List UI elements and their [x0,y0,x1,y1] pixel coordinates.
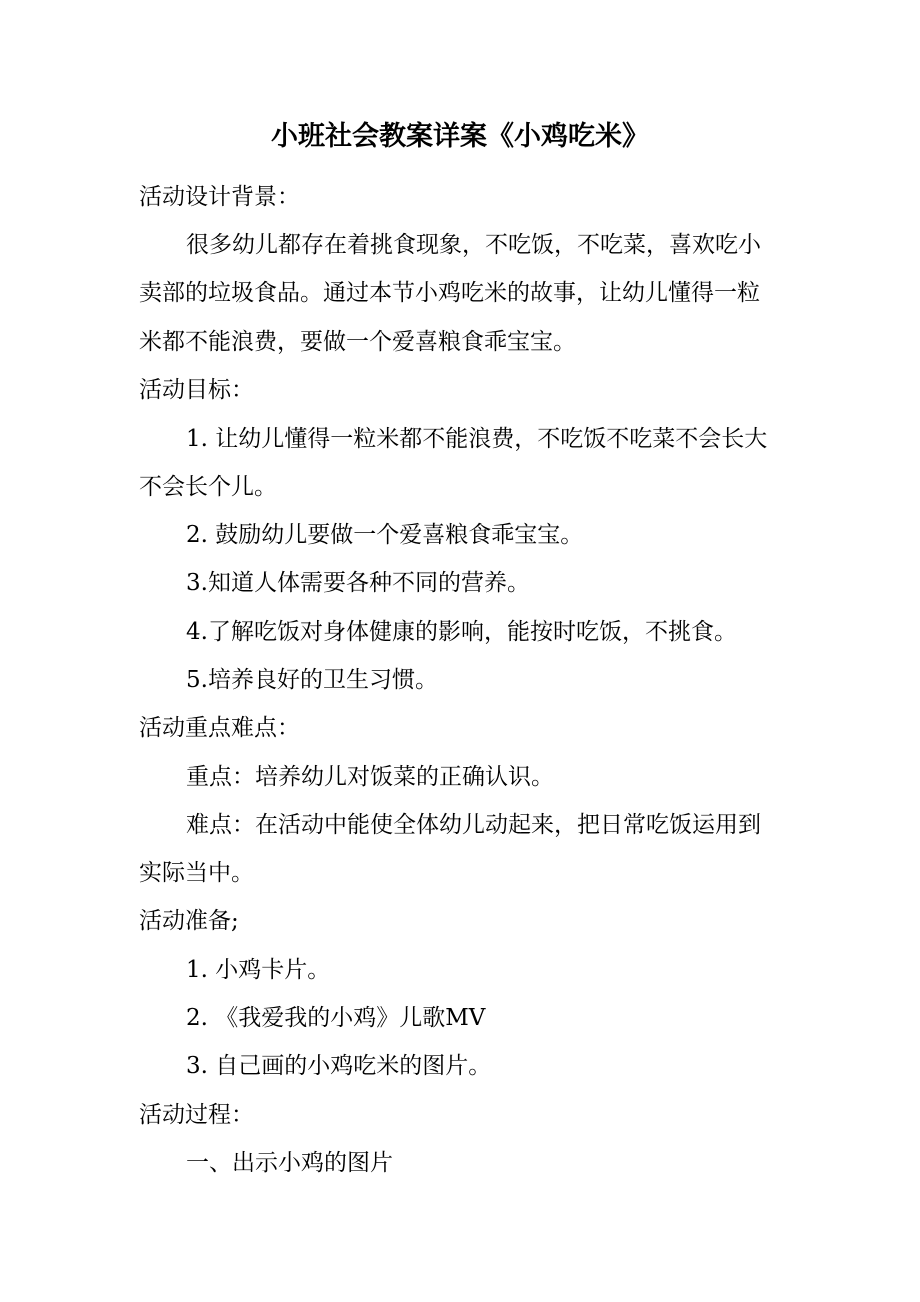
key-point-item: 重点：培养幼儿对饭菜的正确认识。 [186,764,554,790]
process-step: 一、出示小鸡的图片 [186,1150,393,1176]
goal-item-continuation: 不会长个儿。 [139,474,277,500]
key-point-item: 难点：在活动中能使全体幼儿动起来，把日常吃饭运用到 [186,812,761,838]
goal-item: 2. 鼓励幼儿要做一个爱喜粮食乖宝宝。 [186,522,584,548]
goal-item: 1. 让幼儿懂得一粒米都不能浪费，不吃饭不吃菜不会长大 [186,426,768,452]
preparation-item: 1. 小鸡卡片。 [186,957,331,983]
goal-item: 5.培养良好的卫生习惯。 [186,667,438,693]
key-point-item-continuation: 实际当中。 [139,860,254,886]
background-paragraph-line: 米都不能浪费，要做一个爱喜粮食乖宝宝。 [139,329,576,355]
preparation-heading: 活动准备; [139,908,239,934]
background-paragraph-line: 很多幼儿都存在着挑食现象，不吃饭，不吃菜，喜欢吃小 [186,232,761,258]
background-paragraph-line: 卖部的垃圾食品。通过本节小鸡吃米的故事，让幼儿懂得一粒 [139,280,760,306]
goals-heading: 活动目标： [139,377,254,403]
process-heading: 活动过程： [139,1102,254,1128]
preparation-item: 3. 自己画的小鸡吃米的图片。 [186,1053,492,1079]
key-points-heading: 活动重点难点： [139,715,300,741]
preparation-item: 2. 《我爱我的小鸡》儿歌MV [186,1005,486,1031]
document-title: 小班社会教案详案《小鸡吃米》 [271,121,649,152]
goal-item: 4.了解吃饭对身体健康的影响，能按时吃饭，不挑食。 [186,619,737,645]
background-heading: 活动设计背景： [139,184,300,210]
goal-item: 3.知道人体需要各种不同的营养。 [186,570,530,596]
